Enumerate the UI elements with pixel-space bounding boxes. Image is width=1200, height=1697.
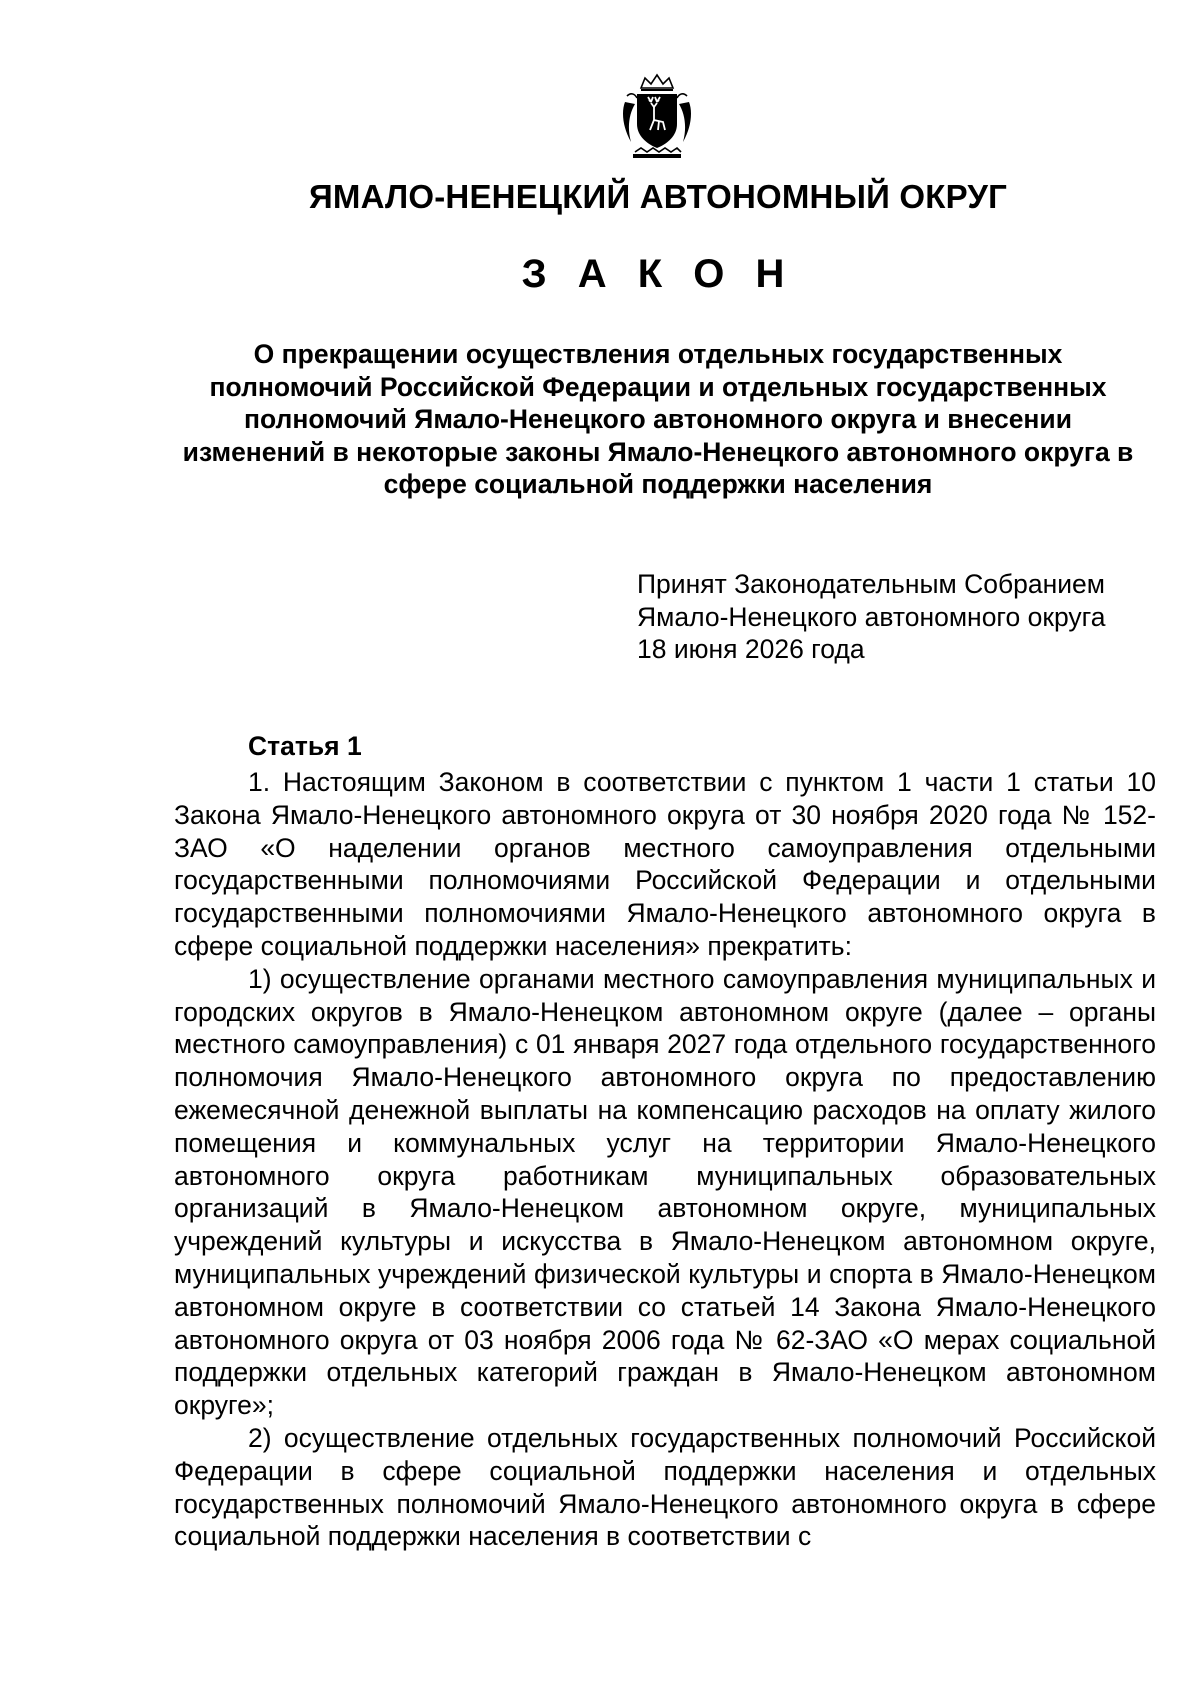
document-type: З А К О Н	[521, 252, 795, 296]
article-heading: Статья 1	[248, 731, 362, 761]
adoption-line: Принят Законодательным Собранием	[637, 569, 1106, 599]
law-title: О прекращении осуществления отдельных государственных полномочий Российской Федерации и отдельных государственных полномочий Ямало-Ненецкого автономного округа и внесении изменений в некоторые законы Ямало-Ненецкого автономного округа в сфере социальной поддержки населения	[182, 339, 1134, 499]
article-body	[174, 766, 1156, 1553]
coat-of-arms-emblem	[617, 72, 697, 164]
paragraph: 1) осуществление органами местного самоуправления муниципальных и городских округов в Ямало-Ненецком автономном округе (далее – органы местного самоуправления) с 01 января 2027 года отдельного государственного полномочия Ямало-Ненецкого автономного округа по предоставлению ежемесячной денежной выплаты на компенсацию расходов на оплату жилого помещения и коммунальных услуг на территории Ямало-Ненецкого автономного округа работникам муниципальных образовательных организаций в Ямало-Ненецком автономном округе, муниципальных учреждений культуры и искусства в Ямало-Ненецком автономном округе, муниципальных учреждений физической культуры и спорта в Ямало-Ненецком автономном округе в соответствии со статьей 14 Закона Ямало-Ненецкого автономного округа от 03 ноября 2006 года № 62-ЗАО «О мерах социальной поддержки отдельных категорий граждан в Ямало-Ненецком автономном округе»;	[174, 963, 1156, 1421]
adoption-block	[637, 568, 1197, 666]
paragraph: 1. Настоящим Законом в соответствии с пунктом 1 части 1 статьи 10 Закона Ямало-Ненецкого автономного округа от 30 ноября 2020 года № 152-ЗАО «О наделении органов местного самоуправления отдельными государственными полномочиями Российской Федерации и отдельными государственными полномочиями Ямало-Ненецкого автономного округа в сфере социальной поддержки населения» прекратить:	[174, 767, 1156, 961]
paragraph: 2) осуществление отдельных государственных полномочий Российской Федерации в сфере социальной поддержки населения и отдельных государственных полномочий Ямало-Ненецкого автономного округа в сфере социальной поддержки населения в соответствии с	[174, 1422, 1156, 1552]
adoption-line: Ямало-Ненецкого автономного округа	[637, 601, 1106, 632]
adoption-date: 18 июня 2026 года	[637, 634, 865, 664]
region-name: ЯМАЛО-НЕНЕЦКИЙ АВТОНОМНЫЙ ОКРУГ	[308, 178, 1008, 215]
